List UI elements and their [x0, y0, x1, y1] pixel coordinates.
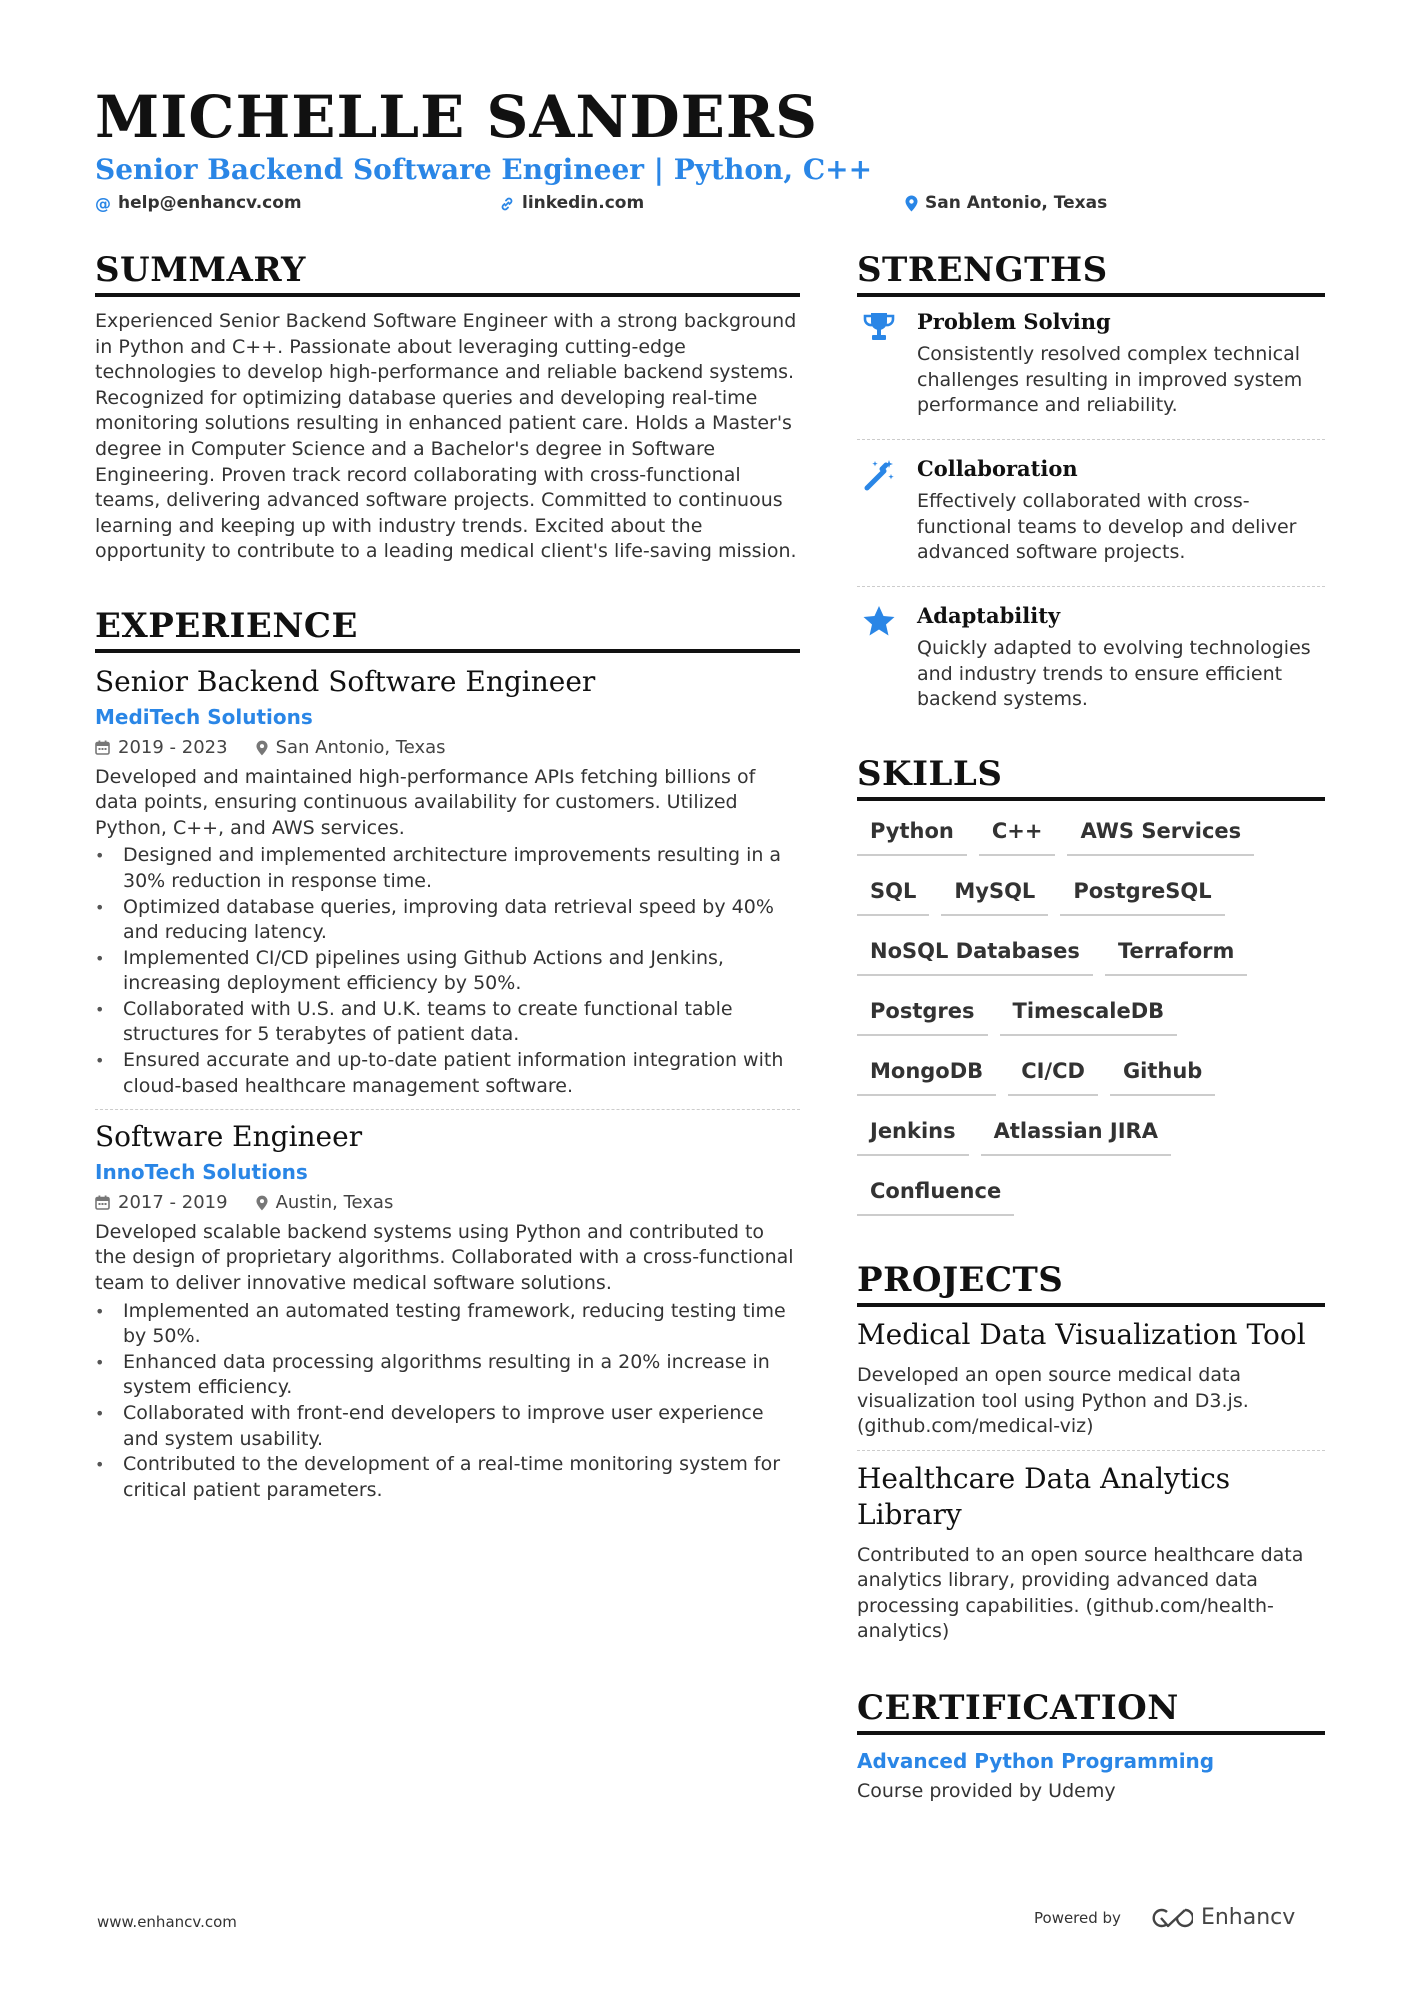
job-entry [95, 665, 800, 1099]
skill-tag: AWS Services [1067, 809, 1254, 856]
job-location: Austin, Texas [275, 1191, 394, 1213]
trophy-icon [857, 309, 901, 419]
bullet-item: • Designed and implemented architecture improvements resulting in a 30% reduction in response time. [95, 843, 800, 894]
skills-list [857, 809, 1325, 1229]
skill-tag: SQL [857, 869, 929, 916]
job-bullets [95, 1299, 800, 1504]
summary-heading: SUMMARY [95, 253, 800, 297]
bullet-item: • Enhanced data processing algorithms resulting in a 20% increase in system efficiency. [95, 1350, 800, 1401]
job-entry [95, 1120, 800, 1503]
left-column [95, 250, 800, 1503]
divider [95, 1109, 800, 1110]
bullet-item: • Optimized database queries, improving data retrieval speed by 40% and reducing latency. [95, 895, 800, 946]
strength-text: Effectively collaborated with cross-functional teams to develop and deliver advanced software projects. [917, 490, 1297, 564]
powered-by-label: Powered by [1034, 1908, 1121, 1927]
right-column [857, 250, 1325, 1805]
bullet-item: • Collaborated with U.S. and U.K. teams to create functional table structures for 5 terabytes of patient data. [95, 997, 800, 1048]
location-text: San Antonio, Texas [925, 193, 1108, 213]
skill-tag: Confluence [857, 1169, 1014, 1216]
candidate-name: MICHELLE SANDERS [95, 83, 818, 151]
job-title: Software Engineer [95, 1120, 363, 1154]
bullet-item: • Ensured accurate and up-to-date patient information integration with cloud-based healthcare management software. [95, 1048, 800, 1099]
skills-heading: SKILLS [857, 757, 1325, 801]
contact-email[interactable] [95, 195, 302, 212]
link-icon [499, 196, 515, 212]
skill-tag: Jenkins [857, 1109, 969, 1156]
project-item [857, 1461, 1325, 1645]
job-dates: 2017 - 2019 [118, 1191, 228, 1213]
strength-title: Adaptability [917, 602, 1061, 628]
job-location: San Antonio, Texas [275, 736, 446, 758]
skill-tag: C++ [979, 809, 1056, 856]
brand-name: Enhancv [1200, 1905, 1296, 1930]
project-title: Healthcare Data Analytics Library [857, 1461, 1231, 1531]
calendar-icon [95, 740, 110, 755]
footer-website[interactable]: www.enhancv.com [97, 1913, 237, 1931]
certification-provider: Course provided by Udemy [857, 1780, 1116, 1803]
strength-item [857, 309, 1325, 419]
job-title: Senior Backend Software Engineer [95, 664, 596, 698]
strength-title: Collaboration [917, 455, 1078, 481]
experience-section [95, 605, 800, 1503]
certification-name: Advanced Python Programming [857, 1749, 1215, 1774]
summary-section [95, 250, 800, 565]
project-text: Developed an open source medical data visualization tool using Python and D3.js. (github.com/medical-viz) [857, 1363, 1249, 1438]
job-dates: 2019 - 2023 [118, 736, 228, 758]
skill-tag: Postgres [857, 989, 988, 1036]
skill-tag: MongoDB [857, 1049, 996, 1096]
strength-title: Problem Solving [917, 309, 1111, 334]
enhancv-logo-icon [1147, 1906, 1193, 1930]
bullet-item: • Implemented an automated testing framework, reducing testing time by 50%. [95, 1299, 800, 1350]
skill-tag: CI/CD [1008, 1049, 1098, 1096]
magic-wand-icon [857, 456, 901, 566]
strength-item [857, 456, 1325, 566]
strength-item [857, 603, 1325, 713]
strength-text: Quickly adapted to evolving technologies and industry trends to ensure efficient backend systems. [917, 637, 1311, 711]
map-pin-icon [905, 195, 918, 212]
contact-linkedin[interactable] [499, 195, 644, 212]
project-item [857, 1317, 1325, 1440]
contact-location [905, 195, 1107, 212]
skill-tag: Terraform [1105, 929, 1247, 976]
skill-tag: Python [857, 809, 967, 856]
job-description: Developed scalable backend systems using Python and contributed to the design of proprietary algorithms. Collaborated with a cross-functional team to deliver innovative medical software solutions. [95, 1220, 794, 1295]
email-text: help@enhancv.com [118, 193, 302, 213]
at-icon: @ [95, 193, 111, 213]
enhancv-logo [1147, 1905, 1295, 1930]
job-meta [95, 1191, 800, 1213]
experience-heading: EXPERIENCE [95, 609, 800, 653]
job-bullets [95, 843, 800, 1099]
footer-branding[interactable] [1034, 1905, 1295, 1930]
strengths-section [857, 250, 1325, 713]
strength-text: Consistently resolved complex technical challenges resulting in improved system performance and reliability. [917, 343, 1303, 417]
projects-heading: PROJECTS [857, 1263, 1325, 1307]
company-name: MediTech Solutions [95, 704, 313, 729]
skill-tag: NoSQL Databases [857, 929, 1093, 976]
summary-text: Experienced Senior Backend Software Engineer with a strong background in Python and C++. Passionate about leveraging cutting-edge technologies to develop high-performance and reliable backend systems. Recognized for optimizing database queries and developing real-time monitoring solutions resulting in enhanced patient care. Holds a Master's degree in Computer Science and a Bachelor's degree in Software Engineering. Proven track record collaborating with cross-functional teams, delivering advanced software projects. Committed to continuous learning and keeping up with industry trends. Excited about the opportunity to contribute to a leading medical client's life-saving mission. [95, 310, 797, 563]
divider [857, 586, 1325, 587]
bullet-item: • Collaborated with front-end developers to improve user experience and system usability. [95, 1401, 800, 1452]
project-text: Contributed to an open source healthcare data analytics library, providing advanced data processing capabilities. (github.com/health-analytics) [857, 1543, 1304, 1643]
job-meta [95, 736, 800, 758]
map-pin-icon [256, 740, 268, 756]
star-icon [857, 603, 901, 713]
divider [857, 439, 1325, 440]
map-pin-icon [256, 1195, 268, 1211]
candidate-headline: Senior Backend Software Engineer | Python, C++ [95, 153, 873, 186]
bullet-item: • Implemented CI/CD pipelines using Github Actions and Jenkins, increasing deployment efficiency by 50%. [95, 946, 800, 997]
project-title: Medical Data Visualization Tool [857, 1317, 1306, 1351]
certification-section [857, 1688, 1325, 1805]
certification-heading: CERTIFICATION [857, 1691, 1325, 1735]
job-description: Developed and maintained high-performance APIs fetching billions of data points, ensuring continuous availability for customers. Utilized Python, C++, and AWS services. [95, 765, 756, 839]
divider [857, 1450, 1325, 1451]
skill-tag: Github [1110, 1049, 1215, 1096]
skill-tag: MySQL [941, 869, 1048, 916]
strengths-heading: STRENGTHS [857, 253, 1325, 297]
calendar-icon [95, 1195, 110, 1210]
projects-section [857, 1259, 1325, 1645]
skill-tag: TimescaleDB [1000, 989, 1178, 1036]
company-name: InnoTech Solutions [95, 1159, 308, 1184]
skills-section [857, 753, 1325, 1229]
linkedin-text: linkedin.com [522, 193, 645, 213]
skill-tag: Atlassian JIRA [981, 1109, 1171, 1156]
bullet-item: • Contributed to the development of a real-time monitoring system for critical patient parameters. [95, 1452, 800, 1503]
skill-tag: PostgreSQL [1060, 869, 1224, 916]
